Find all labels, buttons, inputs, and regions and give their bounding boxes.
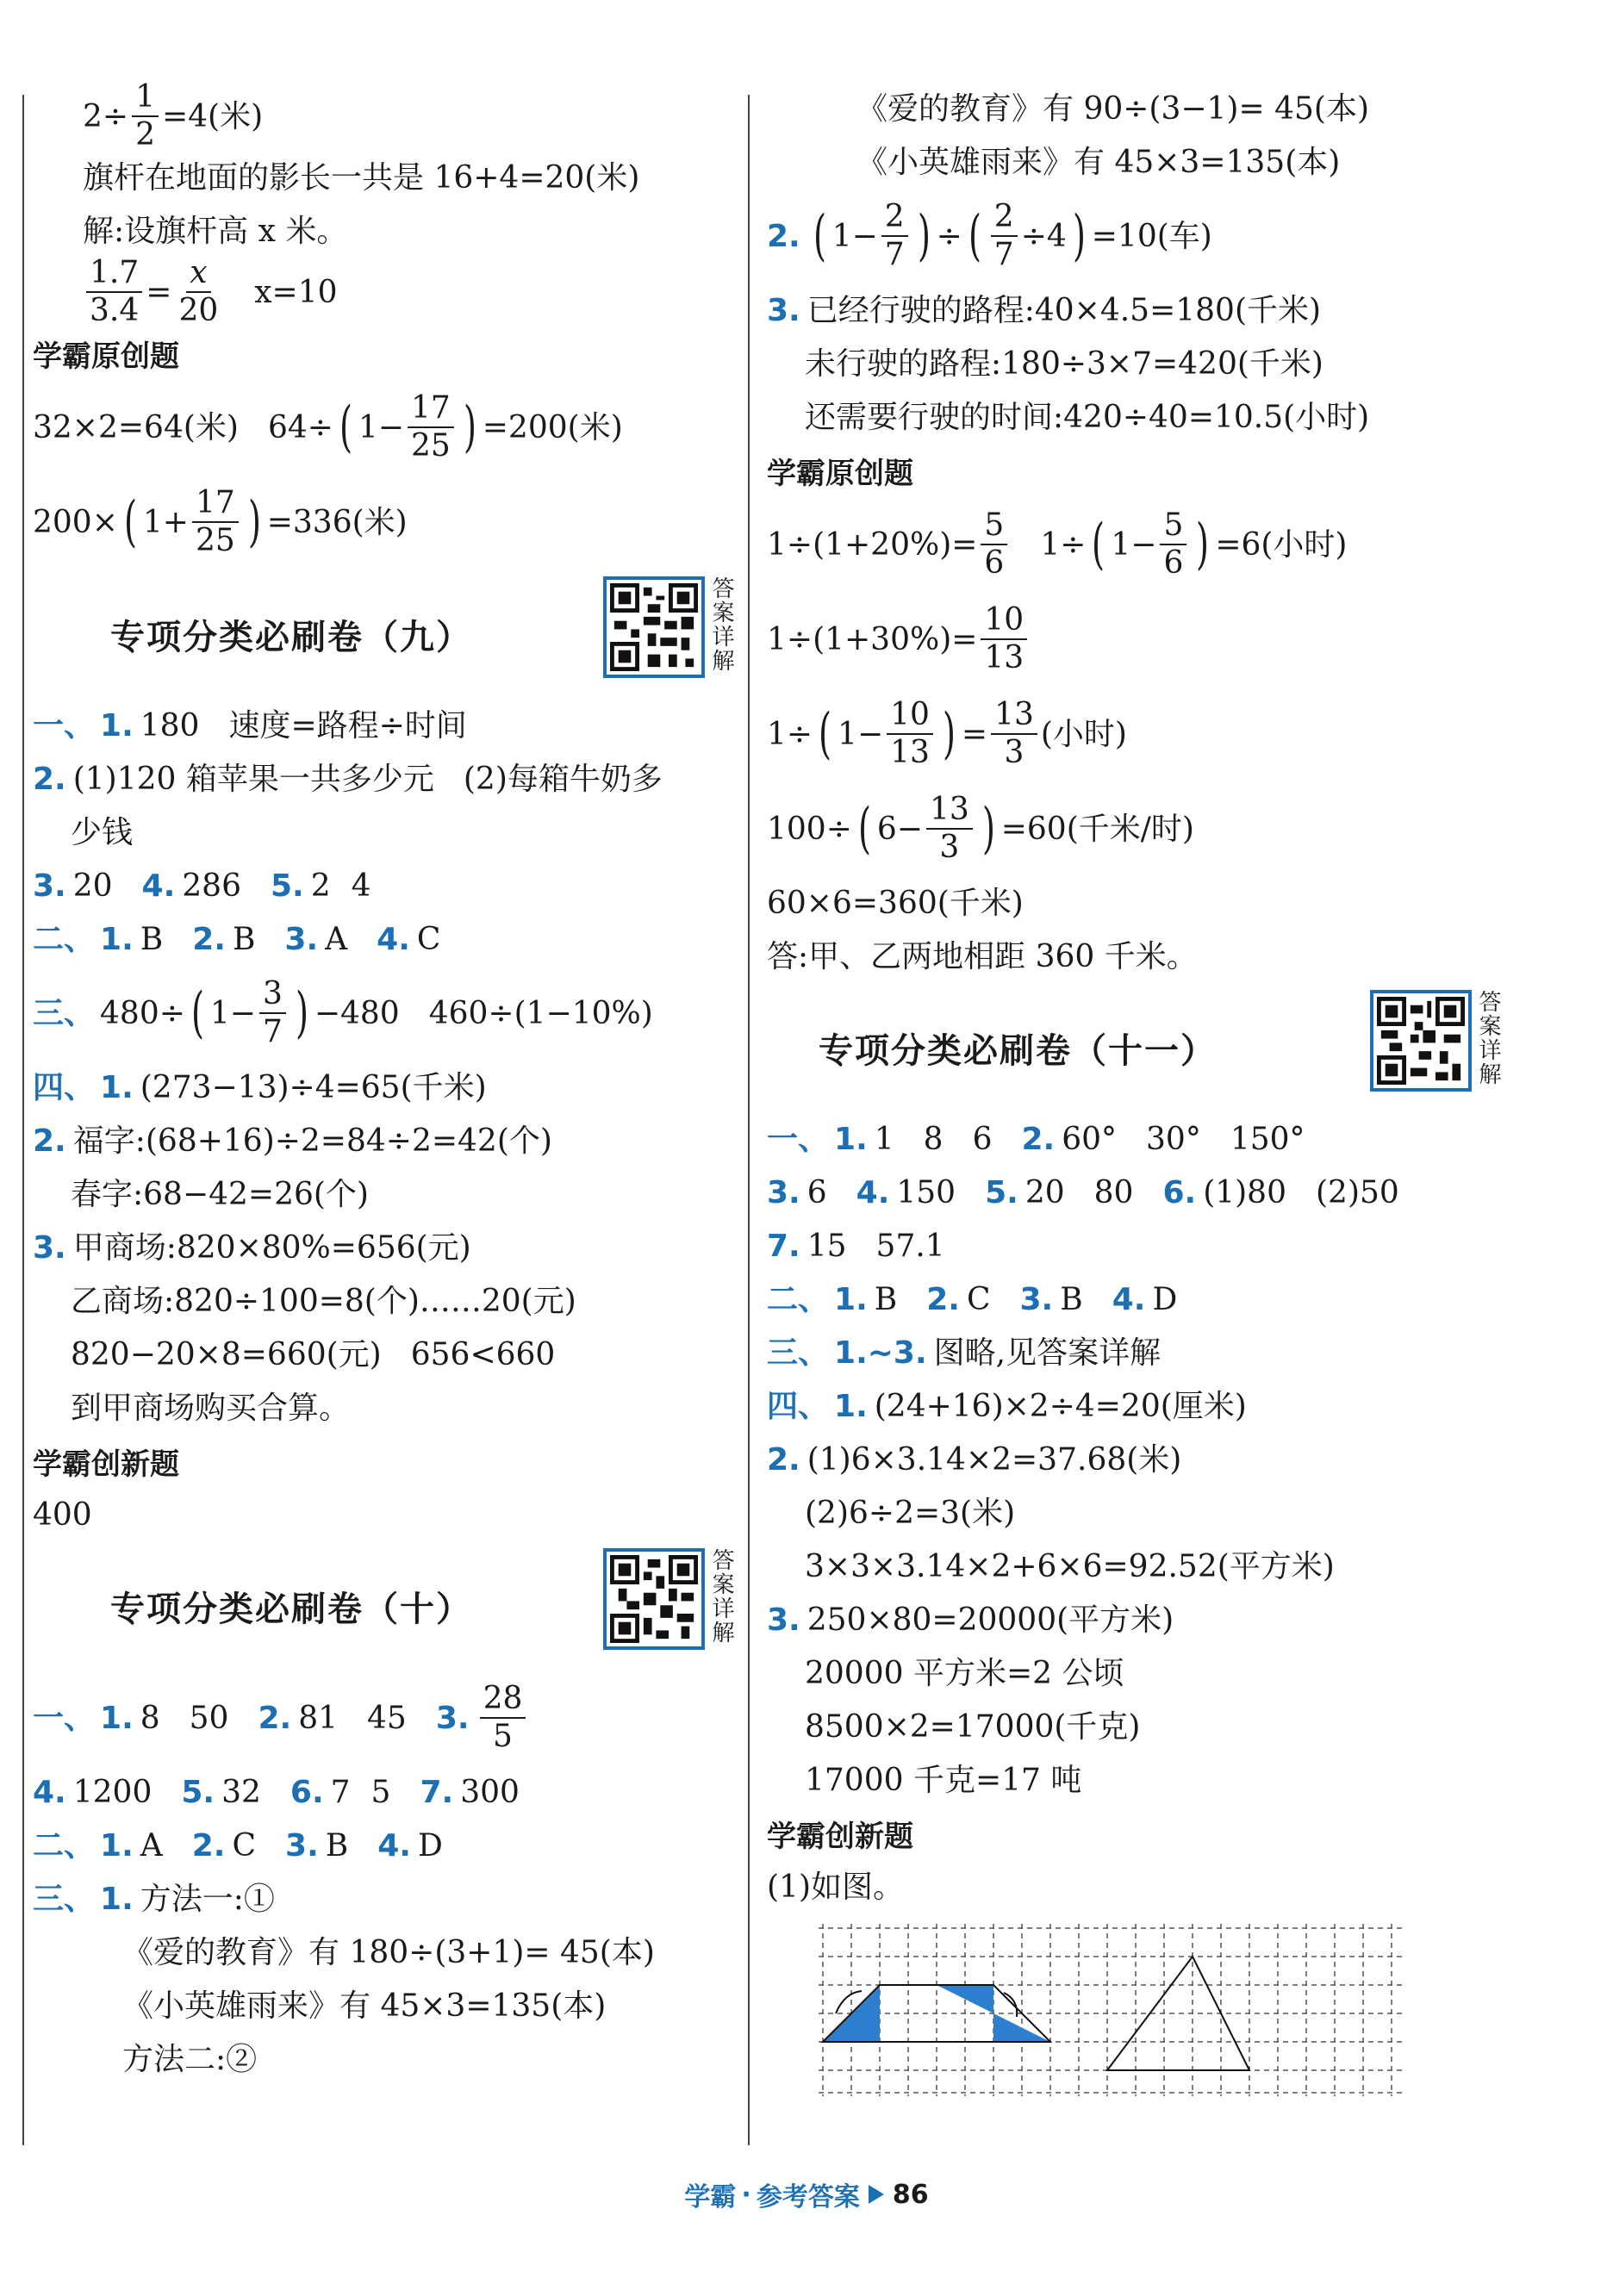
answer-line: 《小英雄雨来》有 45×3=135(本) [122,1988,607,2024]
answer-line: 3. 20 4. 286 5. 2 4 [33,868,371,904]
answer-line: 《爱的教育》有 90÷(3−1)= 45(本) [856,90,1369,127]
fraction: $\frac{17}{25}$ [192,488,239,557]
section-subheading: 学霸原创题 [767,456,913,491]
answer-line: 3. 250×80=20000(平方米) [767,1602,1174,1638]
brand-logo: 学霸 [684,2182,737,2212]
fraction: $\frac{5}{6}$ [1160,510,1186,579]
fraction: $\frac{10}{13}$ [981,605,1027,674]
answer-line [33,255,739,328]
answer-line: 少钱 [71,814,134,850]
answer-line: 20000 平方米=2 公顷 [805,1655,1124,1691]
text: 2÷ [83,98,129,134]
footer-dot: · [741,2179,751,2210]
shaded-triangle-right [993,2013,1050,2042]
fraction: $\frac{x}{20}$ [178,255,219,328]
answer-line: 二、 1. B 2. C 3. B 4. D [767,1281,1178,1317]
page-footer [0,2175,1613,2213]
qr-code[interactable] [603,576,732,678]
answer-line: 3×3×3.14×2+6×6=92.52(平方米) [805,1548,1335,1584]
answer-line: 还需要行驶的时间:420÷40=10.5(小时) [805,399,1370,435]
answer-line: 4. 1200 5. 32 6. 7 5 7. 300 [33,1774,520,1810]
arrow-right-icon [869,2185,884,2204]
answer-line: 400 [33,1496,92,1533]
fraction: $\frac{13}{3}$ [991,700,1037,768]
section-subheading: 学霸原创题 [33,339,179,374]
fraction: $\frac{3}{7}$ [259,979,286,1048]
qr-caption: 答案详解 [708,1548,734,1645]
answer-line: 3. 6 4. 150 5. 20 80 6. (1)80 (2)50 [767,1174,1399,1210]
qr-code-icon [603,1548,705,1650]
fraction: $\frac{1}{2}$ [132,82,159,151]
answer-line: 一、 1. 8 50 2. 81 45 3. $\frac{28}{5}$ [33,1671,739,1765]
section-title-block [767,983,1501,1112]
left-column [33,79,739,2086]
answer-line: 春字:68−42=26(个) [71,1176,369,1212]
footer-text: 参考答案 [756,2182,860,2212]
answer-line: (2)6÷2=3(米) [805,1495,1016,1531]
section-subheading: 学霸创新题 [33,1447,179,1482]
answer-line: 1÷(1+30%)= $\frac{10}{13}$ [767,592,1473,687]
answer-line: 答:甲、乙两地相距 360 千米。 [767,938,1198,974]
answer-line: 3. 甲商场:820×80%=656(元) [33,1229,471,1266]
answer-line: 2. ( 1− $\frac{2}{7}$ ) ÷ ( $\frac{2}{7}$ ÷4 ) =10(车) [767,199,1212,272]
answer-line: 四、 1. (24+16)×2÷4=20(厘米) [767,1388,1247,1424]
qr-caption: 答案详解 [1475,990,1501,1086]
answer-line: 7. 15 57.1 [767,1228,945,1264]
fraction: $\frac{2}{7}$ [991,202,1018,271]
answer-line: 8500×2=17000(千克) [805,1708,1141,1745]
fraction: $\frac{17}{25}$ [408,393,454,462]
section-title-block [33,569,739,699]
section-subheading: 学霸创新题 [767,1819,913,1854]
fraction: $\frac{2}{7}$ [881,202,908,271]
column-divider [748,95,750,2145]
fraction: $\frac{13}{3}$ [926,794,973,863]
answer-line: 二、 1. B 2. B 3. A 4. C [33,921,441,957]
answer-line: 乙商场:820÷100=8(个)……20(元) [71,1283,576,1319]
answer-line: (1)如图。 [767,1869,904,1905]
answer-line: 四、 1. (273−13)÷4=65(千米) [33,1069,487,1105]
page-number: 86 [892,2179,929,2210]
fraction: $\frac{10}{13}$ [887,700,933,768]
answer-line: 1÷(1+20%)= $\frac{5}{6}$ 1÷ ( 1− $\frac{5}{6}$ ) =6(小时) [767,507,1348,581]
answer-line: 17000 千克=17 吨 [805,1762,1082,1798]
qr-caption: 答案详解 [708,576,734,673]
text: x=10 [254,274,338,310]
fraction: $\frac{5}{6}$ [981,510,1007,579]
answer-line: 《小英雄雨来》有 45×3=135(本) [856,144,1341,180]
answer-line: 3. 已经行驶的路程:40×4.5=180(千米) [767,292,1322,328]
fraction: $\frac{1.7}{3.4}$ [86,258,142,327]
answer-line: 未行驶的路程:180÷3×7=420(千米) [805,345,1323,382]
answer-line: 二、 1. A 2. C 3. B 4. D [33,1827,443,1864]
qr-code[interactable] [1370,990,1499,1092]
qr-code[interactable] [603,1548,732,1650]
answer-line: 200× ( 1+ $\frac{17}{25}$ ) =336(米) [33,485,408,558]
section-title: 专项分类必刷卷（十） [110,1589,472,1629]
answer-line: 旗杆在地面的影长一共是 16+4=20(米) [83,159,640,196]
answer-line: 2. (1)6×3.14×2=37.68(米) [767,1441,1182,1478]
answer-line: 60×6=360(千米) [767,885,1024,921]
answer-line: 32×2=64(米) 64÷ ( 1− $\frac{17}{25}$ ) =200(米) [33,390,623,464]
answer-line: 《爱的教育》有 180÷(3+1)= 45(本) [122,1934,655,1970]
section-title: 专项分类必刷卷（十一） [819,1030,1217,1071]
answer-line: 三、 480÷ ( 1− $\frac{3}{7}$ ) −480 460÷(1−10%) [33,976,653,1049]
answer-line [33,79,739,152]
section-title: 专项分类必刷卷（九） [110,617,472,657]
answer-line: 一、 1. 1 8 6 2. 60° 30° 150° [767,1121,1305,1157]
answer-line: 三、 1. 方法一:① [33,1881,275,1917]
qr-code-icon [1370,990,1472,1092]
right-column [767,82,1501,2100]
answer-line: 方法二:② [122,2041,258,2077]
answer-line: 2. (1)120 箱苹果一共多少元 (2)每箱牛奶多 [33,761,663,797]
answer-line: 三、 1.~3. 图略,见答案详解 [767,1335,1161,1371]
answer-line: 2. 福字:(68+16)÷2=84÷2=42(个) [33,1123,552,1159]
answer-line: 到甲商场购买合算。 [71,1390,351,1426]
geometry-grid-figure [819,1924,1404,2096]
answer-line: 一、 1. 180 速度=路程÷时间 [33,707,467,744]
qr-code-icon [603,576,705,678]
answer-line: 100÷ ( 6− $\frac{13}{3}$ ) =60(千米/时) [767,792,1194,865]
answer-line: 1÷ ( 1− $\frac{10}{13}$ ) = $\frac{13}{3}$ (小时) [767,697,1127,770]
section-title-block [33,1541,739,1671]
text: =4(米) [161,98,264,134]
left-rule [22,95,24,2145]
fraction: $\frac{28}{5}$ [480,1683,526,1752]
answer-line: 820−20×8=660(元) 656<660 [71,1336,556,1372]
answer-line: 解:设旗杆高 x 米。 [83,213,348,249]
text: = [146,274,172,310]
